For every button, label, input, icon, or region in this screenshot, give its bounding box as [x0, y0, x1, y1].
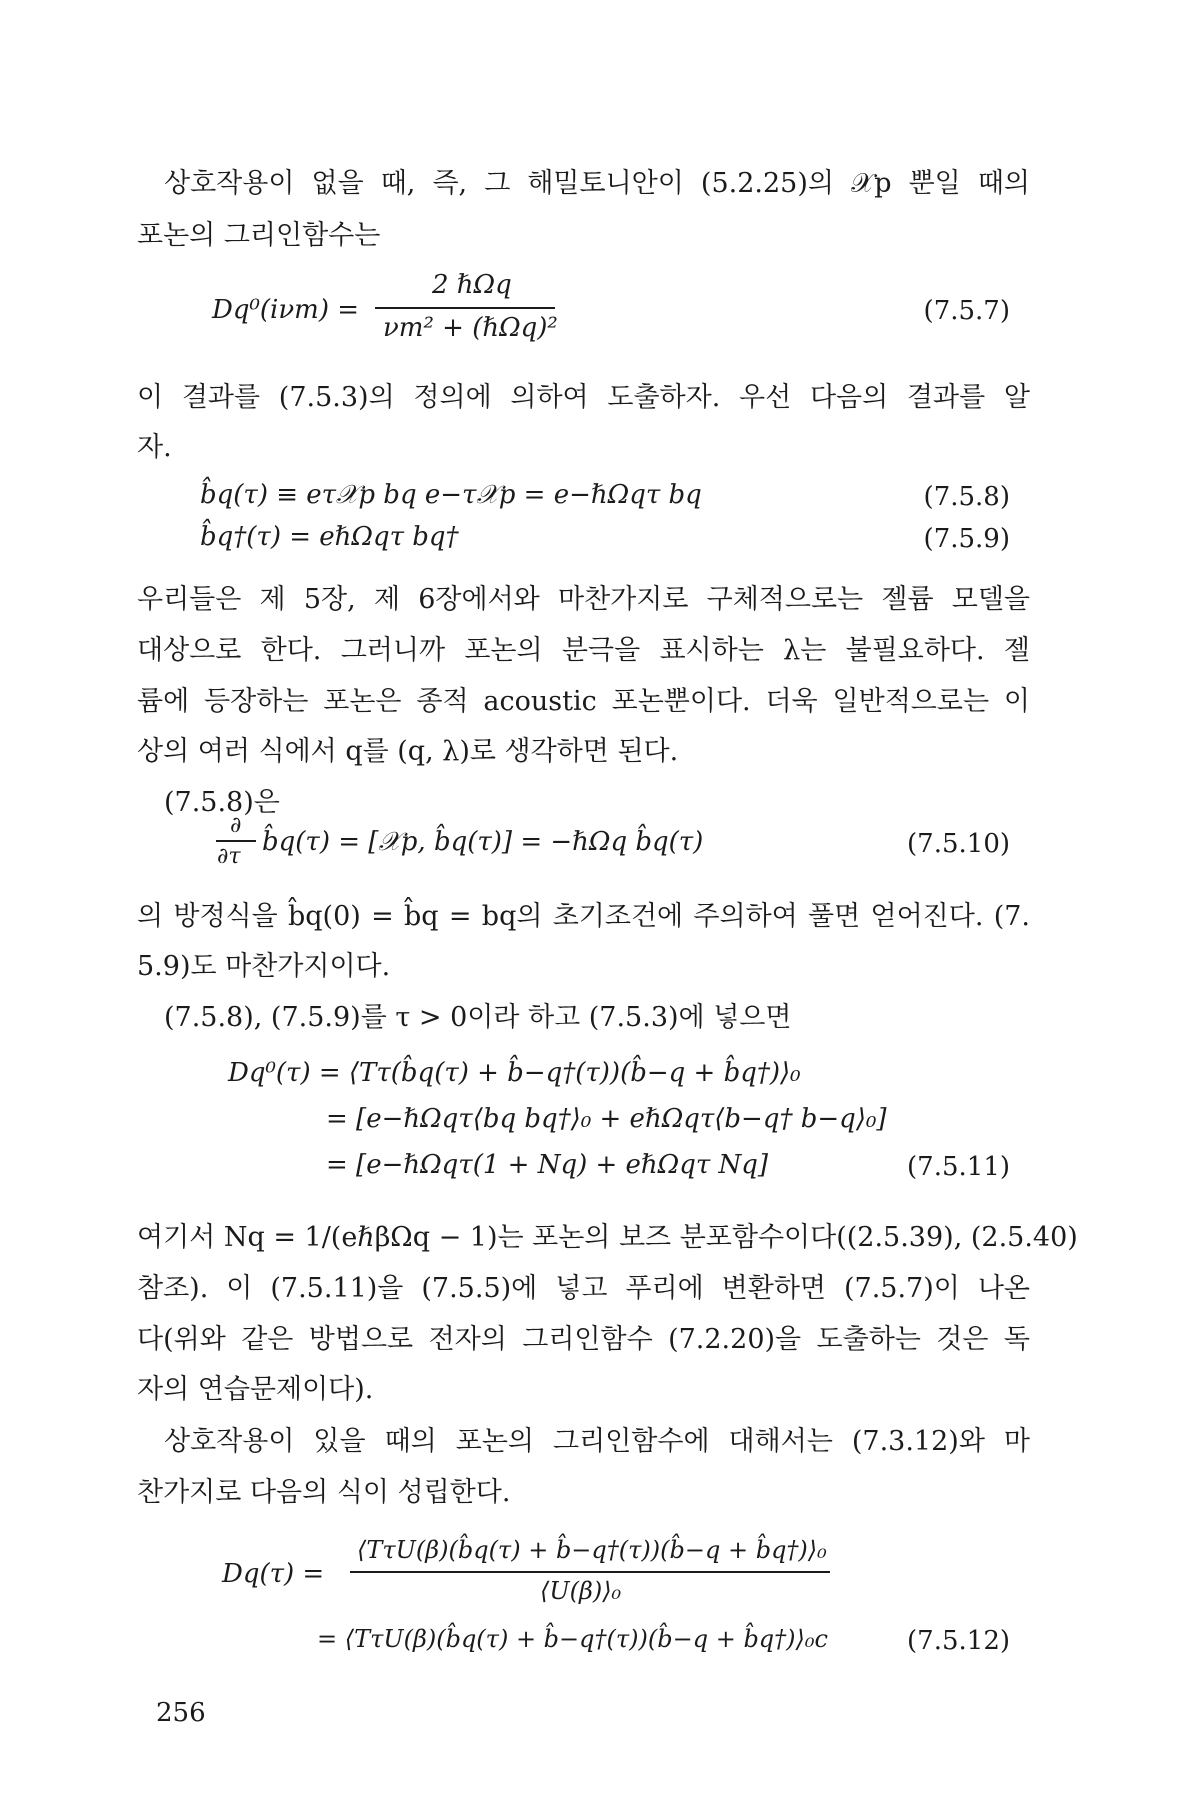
paragraph-line: 찬가지로 다음의 식이 성립한다. [137, 1477, 511, 1508]
equation-label: (7.5.12) [907, 1626, 1010, 1656]
equation-numerator: 2 ℏΩq [432, 270, 512, 300]
paragraph-line: 상호작용이 없을 때, 즉, 그 해밀토니안이 (5.2.25)의 𝒳p 뿐일 때의 [164, 168, 1030, 199]
equation-denominator: ⟨U(β)⟩₀ [540, 1577, 622, 1605]
equation-label: (7.5.8) [923, 482, 1010, 512]
paragraph-line: 5.9)도 마찬가지이다. [137, 951, 391, 982]
paragraph-line: 참조). 이 (7.5.11)을 (7.5.5)에 넣고 푸리에 변환하면 (7.5.7)이 나온 [137, 1273, 1030, 1304]
paragraph-line: 륨에 등장하는 포논은 종적 acoustic 포논뿐이다. 더욱 일반적으로는 이 [137, 686, 1030, 717]
paragraph-line: 다(위와 같은 방법으로 전자의 그리인함수 (7.2.20)을 도출하는 것은 독 [137, 1324, 1030, 1355]
paragraph-line: 상호작용이 있을 때의 포논의 그리인함수에 대해서는 (7.3.12)와 마 [164, 1426, 1030, 1457]
partial-symbol: ∂ [230, 813, 242, 838]
fraction-bar [216, 840, 256, 842]
equation-denominator: νm² + (ℏΩq)² [383, 313, 558, 343]
paragraph-line: (7.5.8)은 [164, 787, 280, 818]
fraction-bar [375, 307, 555, 309]
paragraph-line: 상의 여러 식에서 q를 (q, λ)로 생각하면 된다. [137, 736, 679, 767]
paragraph-line: 여기서 Nq = 1/(eℏβΩq − 1)는 포논의 보즈 분포함수이다((2.5.39), (2.5.40) [137, 1222, 1078, 1253]
equation-label: (7.5.7) [923, 296, 1010, 326]
equation: b̂q(τ) = [𝒳p, b̂q(τ)] = −ℏΩq b̂q(τ) [262, 827, 704, 857]
equation-line: = [e−ℏΩqτ(1 + Nq) + eℏΩqτ Nq] [326, 1150, 769, 1180]
equation: b̂q(τ) ≡ eτ𝒳p bq e−τ𝒳p = e−ℏΩqτ bq [200, 480, 702, 510]
paragraph-line: 이 결과를 (7.5.3)의 정의에 의하여 도출하자. 우선 다음의 결과를 알 [137, 382, 1030, 413]
paragraph-line: 의 방정식을 b̂q(0) = b̂q = bq의 초기조건에 주의하여 풀면 얻어진다. (7. [137, 901, 1030, 932]
page-number: 256 [156, 1698, 206, 1728]
partial-denominator: ∂τ [217, 844, 241, 869]
paragraph-line: 우리들은 제 5장, 제 6장에서와 마찬가지로 구체적으로는 젤륨 모델을 [137, 584, 1030, 615]
paragraph-line: 대상으로 한다. 그러니까 포논의 분극을 표시하는 λ는 불필요하다. 젤 [137, 635, 1030, 666]
equation-label: (7.5.10) [907, 829, 1010, 859]
paragraph-line: (7.5.8), (7.5.9)를 τ > 0이라 하고 (7.5.3)에 넣으면 [164, 1002, 792, 1033]
equation-label: (7.5.11) [907, 1152, 1010, 1182]
equation-line: = ⟨TτU(β)(b̂q(τ) + b̂−q†(τ))(b̂−q + b̂q†)⟩₀c [317, 1625, 828, 1653]
equation-numerator: ⟨TτU(β)(b̂q(τ) + b̂−q†(τ))(b̂−q + b̂q†)⟩₀ [357, 1536, 827, 1564]
equation-lhs: Dq⁰(iνm) = [212, 295, 360, 325]
equation-line: = [e−ℏΩqτ⟨bq bq†⟩₀ + eℏΩqτ⟨b−q† b−q⟩₀] [326, 1104, 887, 1134]
equation-label: (7.5.9) [923, 524, 1010, 554]
equation-lhs: Dq(τ) = [222, 1559, 325, 1589]
fraction-bar [350, 1571, 830, 1573]
equation: b̂q†(τ) = eℏΩqτ bq† [200, 522, 459, 552]
equation-line: Dq⁰(τ) = ⟨Tτ(b̂q(τ) + b̂−q†(τ))(b̂−q + b̂q†)⟩₀ [228, 1058, 801, 1088]
paragraph-line: 포논의 그리인함수는 [137, 220, 381, 251]
paragraph-line: 자. [137, 432, 172, 463]
paragraph-line: 자의 연습문제이다). [137, 1374, 374, 1405]
